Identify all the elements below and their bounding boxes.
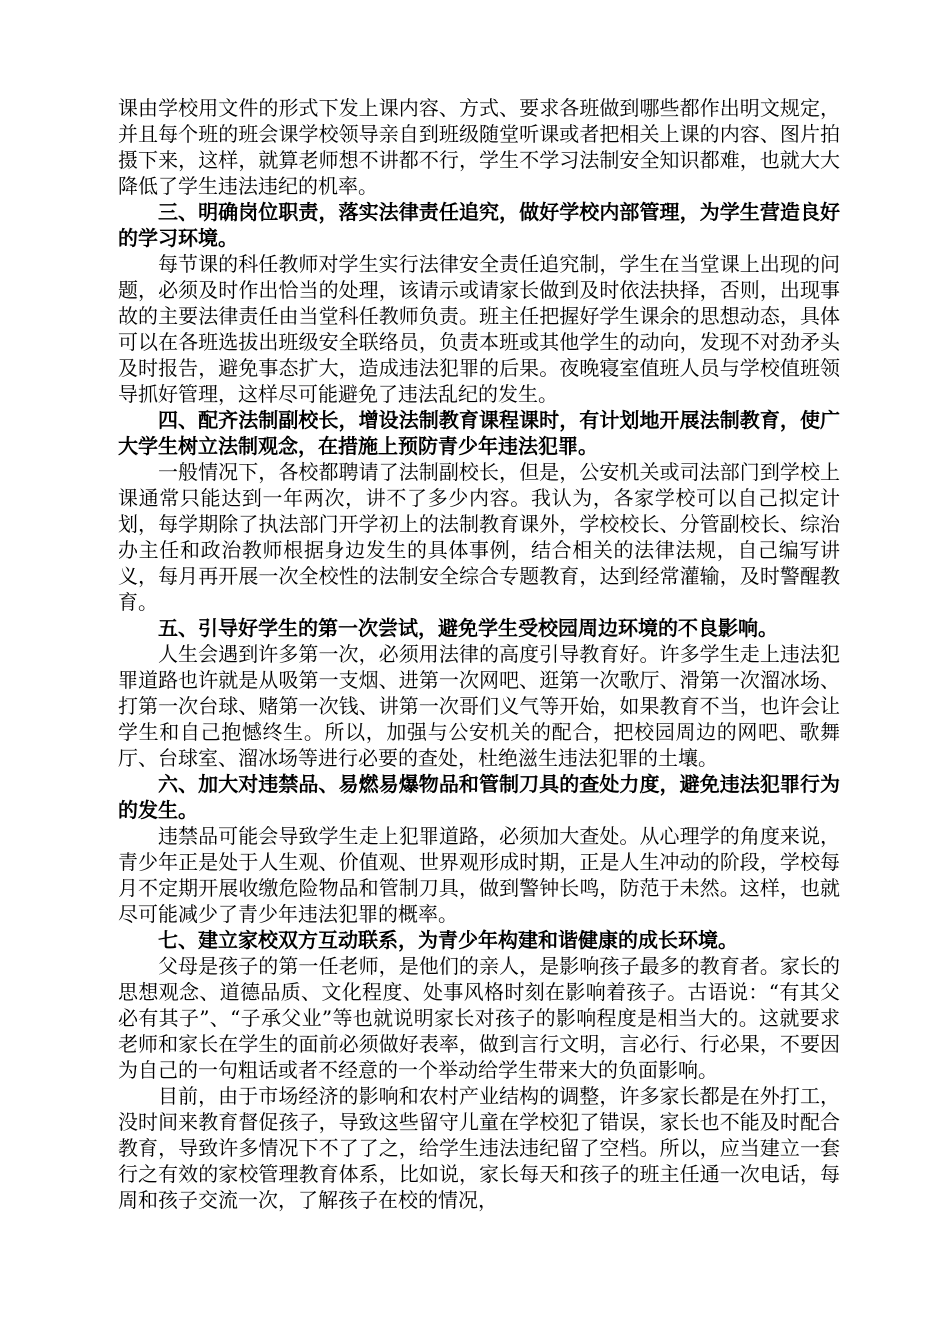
paragraph-section-7-a: 父母是孩子的第一任老师，是他们的亲人，是影响孩子最多的教育者。家长的思想观念、道德品质、文化程度、处事风格时刻在影响着孩子。古语说：“有其父必有其子”、“子承父业”等也就说明家长对孩子的影响程度是相当大的。这就要求老师和家长在学生的面前必须做好表率，做到言行文明，言必行、行必果，不要因为自己的一句粗话或者不经意的一个举动给学生带来大的负面影响。: [118, 954, 840, 1082]
paragraph-section-5: 人生会遇到许多第一次，必须用法律的高度引导教育好。许多学生走上违法犯罪道路也许就是从吸第一支烟、进第一次网吧、逛第一次歌厅、滑第一次溜冰场、打第一次台球、赌第一次钱、讲第一次哥们义气等开始，如果教育不当，也许会让学生和自己抱憾终生。所以，加强与公安机关的配合，把校园周边的网吧、歌舞厅、台球室、溜冰场等进行必要的查处，杜绝滋生违法犯罪的土壤。: [118, 642, 840, 770]
paragraph-section-6: 违禁品可能会导致学生走上犯罪道路，必须加大查处。从心理学的角度来说，青少年正是处于人生观、价值观、世界观形成时期，正是人生冲动的阶段，学校每月不定期开展收缴危险物品和管制刀具，做到警钟长鸣，防范于未然。这样，也就尽可能减少了青少年违法犯罪的概率。: [118, 824, 840, 926]
paragraph-intro-continuation: 课由学校用文件的形式下发上课内容、方式、要求各班做到哪些都作出明文规定，并且每个班的班会课学校领导亲自到班级随堂听课或者把相关上课的内容、图片拍摄下来，这样，就算老师想不讲都不行，学生不学习法制安全知识都难，也就大大降低了学生违法违纪的机率。: [118, 96, 840, 198]
paragraph-section-7-b: 目前，由于市场经济的影响和农村产业结构的调整，许多家长都是在外打工，没时间来教育督促孩子，导致这些留守儿童在学校犯了错误，家长也不能及时配合教育，导致许多情况下不了了之，给学生违法违纪留了空档。所以，应当建立一套行之有效的家校管理教育体系，比如说，家长每天和孩子的班主任通一次电话，每周和孩子交流一次，了解孩子在校的情况，: [118, 1084, 840, 1212]
section-heading-6: 六、加大对违禁品、易燃易爆物品和管制刀具的查处力度，避免违法犯罪行为的发生。: [118, 772, 840, 822]
section-heading-7: 七、建立家校双方互动联系，为青少年构建和谐健康的成长环境。: [158, 928, 738, 952]
section-heading-3: 三、明确岗位职责，落实法律责任追究，做好学校内部管理，为学生营造良好的学习环境。: [118, 200, 840, 250]
paragraph-section-3: 每节课的科任教师对学生实行法律安全责任追究制，学生在当堂课上出现的问题，必须及时作出恰当的处理，该请示或请家长做到及时依法抉择，否则，出现事故的主要法律责任由当堂科任教师负责。班主任把握好学生课余的思想动态，具体可以在各班选拔出班级安全联络员，负责本班或其他学生的动向，发现不对劲矛头及时报告，避免事态扩大，造成违法犯罪的后果。夜晚寝室值班人员与学校值班领导抓好管理，这样尽可能避免了违法乱纪的发生。: [118, 252, 840, 406]
section-heading-5: 五、引导好学生的第一次尝试，避免学生受校园周边环境的不良影响。: [158, 616, 778, 640]
paragraph-section-4: 一般情况下，各校都聘请了法制副校长，但是，公安机关或司法部门到学校上课通常只能达到一年两次，讲不了多少内容。我认为，各家学校可以自己拟定计划，每学期除了执法部门开学初上的法制教育课外，学校校长、分管副校长、综治办主任和政治教师根据身边发生的具体事例，结合相关的法律法规，自己编写讲义，每月再开展一次全校性的法制安全综合专题教育，达到经常灌输，及时警醒教育。: [118, 460, 840, 614]
document-page: [118, 95, 840, 1213]
section-heading-4: 四、配齐法制副校长，增设法制教育课程课时，有计划地开展法制教育，使广大学生树立法制观念，在措施上预防青少年违法犯罪。: [118, 408, 840, 458]
